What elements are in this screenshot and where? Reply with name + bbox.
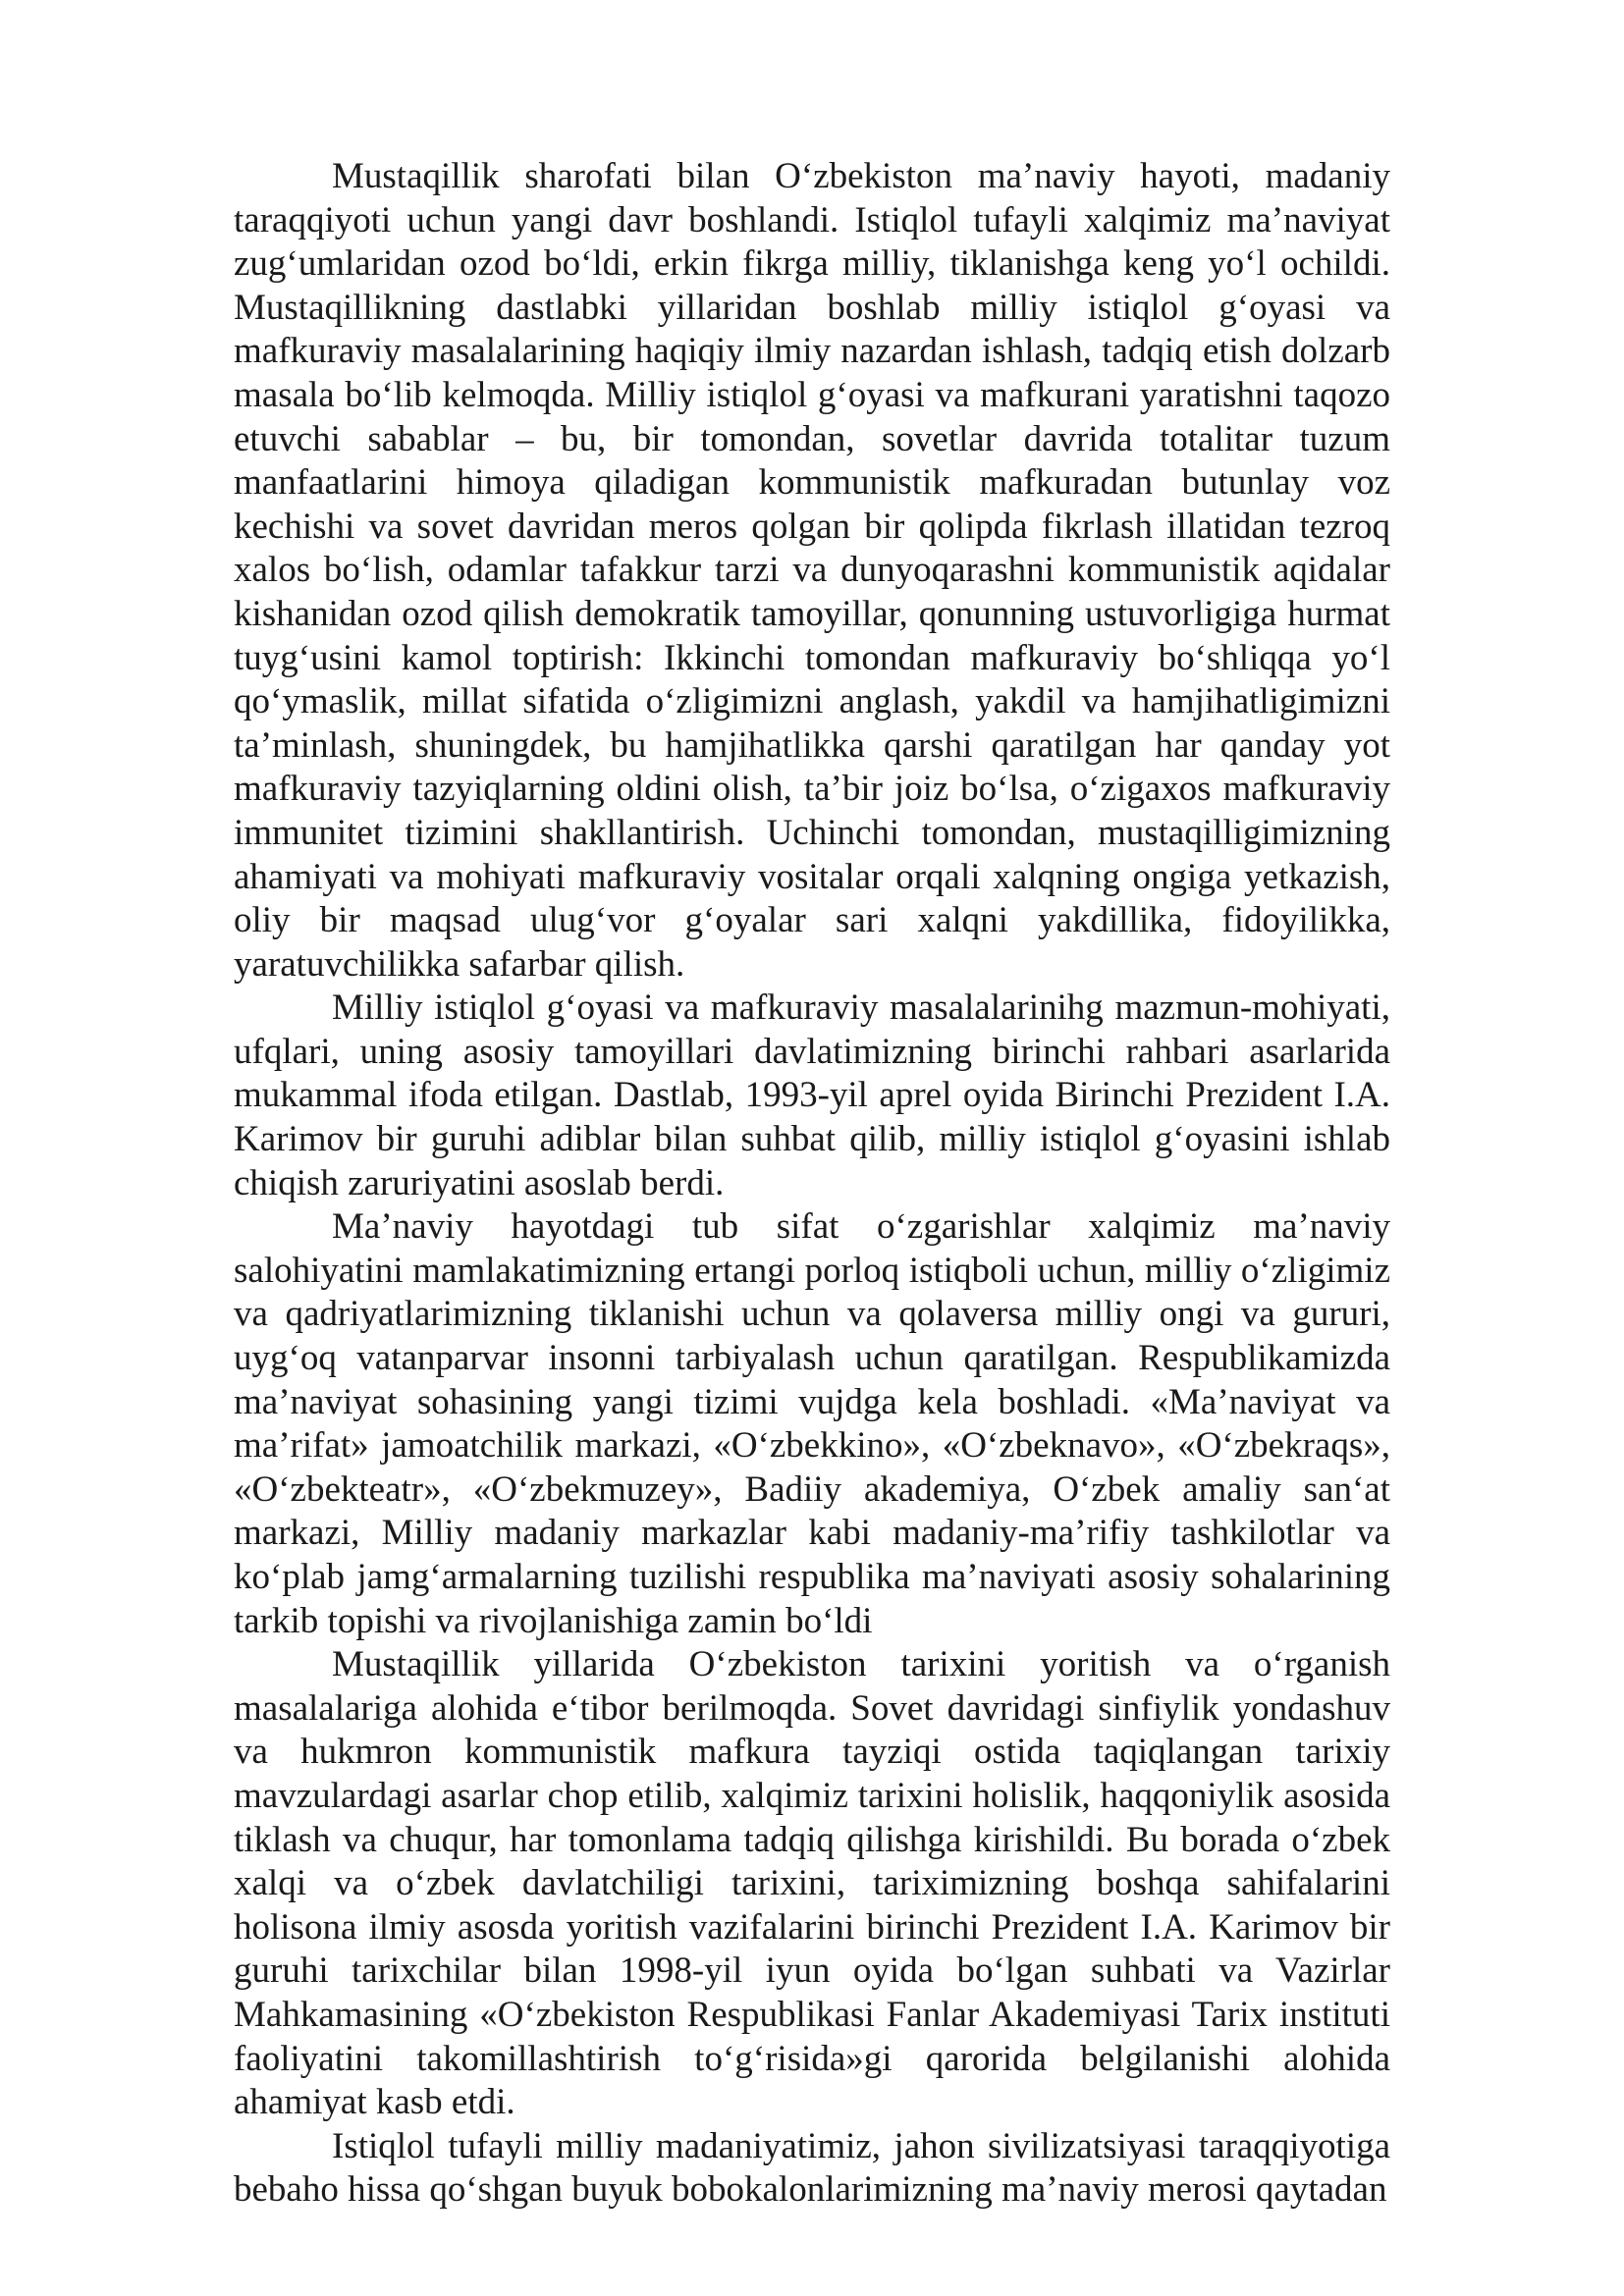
- paragraph: Mustaqillik sharofati bilan O‘zbekiston ma’naviy hayoti, madaniy taraqqiyoti uchun yangi davr boshlandi. Istiqlol tufayli xalqimiz ma’naviyat zug‘umlaridan ozod bo‘ldi, erkin fikrga milliy, tiklanishga keng yo‘l ochildi. Mustaqillikning dastlabki yillaridan boshlab milliy istiqlol g‘oyasi va mafkuraviy masalalarining haqiqiy ilmiy nazardan ishlash, tadqiq etish dolzarb masala bo‘lib kelmoqda. Milliy istiqlol g‘oyasi va mafkurani yaratishni taqozo etuvchi sabablar – bu, bir tomondan, sovetlar davrida totalitar tuzum manfaatlarini himoya qiladigan kommunistik mafkuradan butunlay voz kechishi va sovet davridan meros qolgan bir qolipda fikrlash illatidan tezroq xalos bo‘lish, odamlar tafakkur tarzi va dunyoqarashni kommunistik aqidalar kishanidan ozod qilish demokratik tamoyillar, qonunning ustuvorligiga hurmat tuyg‘usini kamol toptirish: Ikkinchi tomondan mafkuraviy bo‘shliqqa yo‘l qo‘ymaslik, millat sifatida o‘zligimizni anglash, yakdil va hamjihatligimizni ta’minlash, shuningdek, bu hamjihatlikka qarshi qaratilgan har qanday yot mafkuraviy tazyiqlarning oldini olish, ta’bir joiz bo‘lsa, o‘zigaxos mafkuraviy immunitet tizimini shakllantirish. Uchinchi tomondan, mustaqilligimizning ahamiyati va mohiyati mafkuraviy vositalar orqali xalqning ongiga yetkazish, oliy bir maqsad ulug‘vor g‘oyalar sari xalqni yakdillika, fidoyilikka, yaratuvchilikka safarbar qilish.: [234, 156, 1390, 985]
- paragraph: Istiqlol tufayli milliy madaniyatimiz, jahon sivilizatsiyasi taraqqiyotiga bebaho hissa qo‘shgan buyuk bobokalonlarimizning ma’naviy merosi qaytadan: [234, 2125, 1390, 2211]
- document-body: [234, 155, 1390, 2213]
- paragraph: Mustaqillik yillarida O‘zbekiston tarixini yoritish va o‘rganish masalalariga alohida e‘tibor berilmoqda. Sovet davridagi sinfiylik yondashuv va hukmron kommunistik mafkura tayziqi ostida taqiqlangan tarixiy mavzulardagi asarlar chop etilib, xalqimiz tarixini holislik, haqqoniylik asosida tiklash va chuqur, har tomonlama tadqiq qilishga kirishildi. Bu borada o‘zbek xalqi va o‘zbek davlatchiligi tarixini, tariximizning boshqa sahifalarini holisona ilmiy asosda yoritish vazifalarini birinchi Prezident I.A. Karimov bir guruhi tarixchilar bilan 1998-yil iyun oyida bo‘lgan suhbati va Vazirlar Mahkamasining «O‘zbekiston Respublikasi Fanlar Akademiyasi Tarix instituti faoliyatini takomillashtirish to‘g‘risida»gi qarorida belgilanishi alohida ahamiyat kasb etdi.: [234, 1644, 1390, 2123]
- paragraph: Ma’naviy hayotdagi tub sifat o‘zgarishlar xalqimiz ma’naviy salohiyatini mamlakatimizning ertangi porloq istiqboli uchun, milliy o‘zligimiz va qadriyatlarimizning tiklanishi uchun va qolaversa milliy ongi va gururi, uyg‘oq vatanparvar insonni tarbiyalash uchun qaratilgan. Respublikamizda ma’naviyat sohasining yangi tizimi vujdga kela boshladi. «Ma’naviyat va ma’rifat» jamoatchilik markazi, «O‘zbekkino», «O‘zbeknavo», «O‘zbekraqs», «O‘zbekteatr», «O‘zbekmuzey», Badiiy akademiya, O‘zbek amaliy san‘at markazi, Milliy madaniy markazlar kabi madaniy-ma’rifiy tashkilotlar va ko‘plab jamg‘armalarning tuzilishi respublika ma’naviyati asosiy sohalarining tarkib topishi va rivojlanishiga zamin bo‘ldi: [234, 1206, 1390, 1641]
- paragraph: Milliy istiqlol g‘oyasi va mafkuraviy masalalarinihg mazmun-mohiyati, ufqlari, uning asosiy tamoyillari davlatimizning birinchi rahbari asarlarida mukammal ifoda etilgan. Dastlab, 1993-yil aprel oyida Birinchi Prezident I.A. Karimov bir guruhi adiblar bilan suhbat qilib, milliy istiqlol g‘oyasini ishlab chiqish zaruriyatini asoslab berdi.: [234, 988, 1390, 1203]
